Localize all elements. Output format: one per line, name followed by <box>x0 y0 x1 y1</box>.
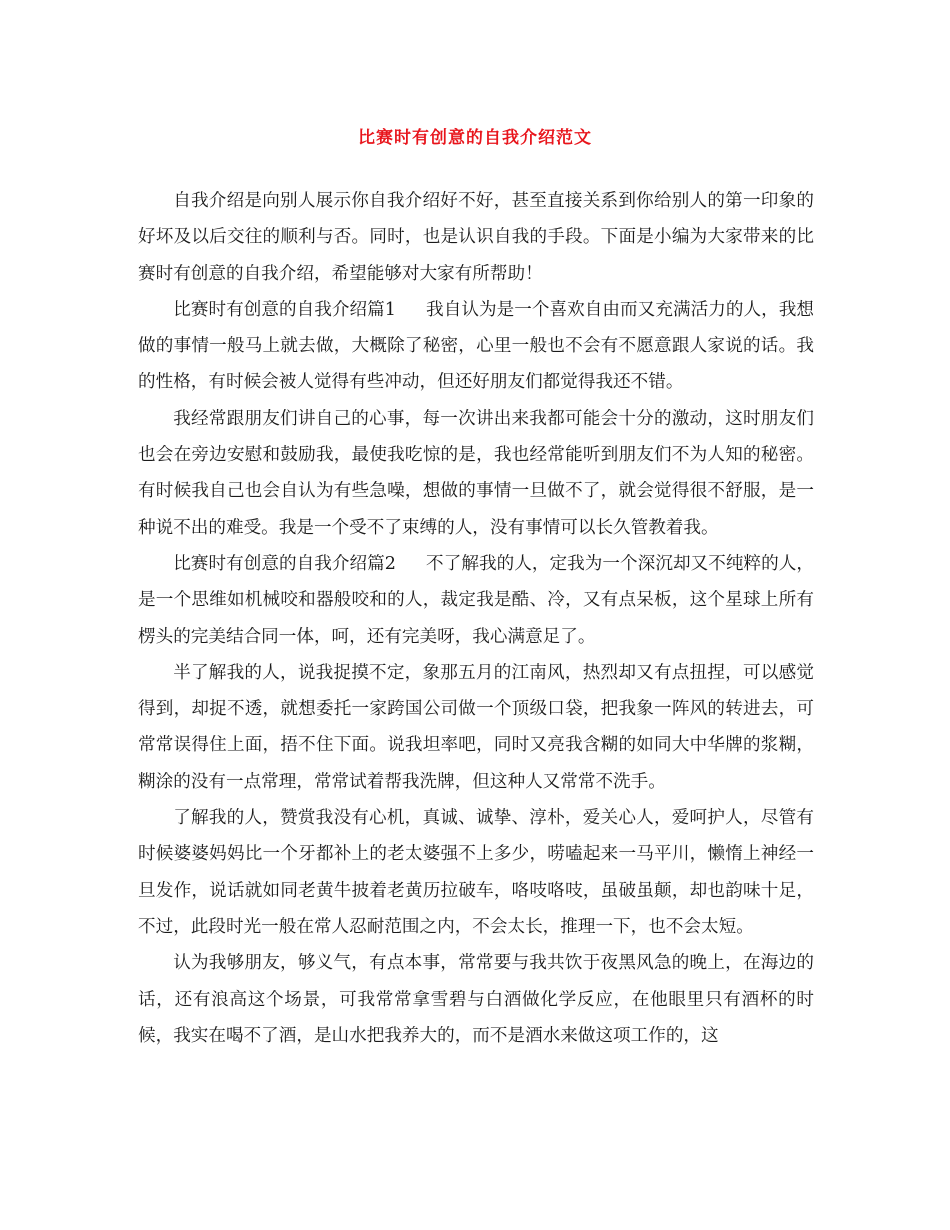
paragraph-section-1 <box>138 292 814 401</box>
paragraph-body <box>138 800 814 945</box>
section-heading-1: 比赛时有创意的自我介绍篇1 <box>173 299 397 320</box>
paragraph-text: 不了解我的人，定我为一个深沉却又不纯粹的人，是一个思维如机械咬和器般咬和的人，裁定我是酷、冷，又有点呆板，这个星球上所有楞头的完美结合同一体，呵，还有完美呀，我心满意足了。 <box>138 553 814 647</box>
paragraph-text: 认为我够朋友，够义气，有点本事，常常要与我共饮于夜黑风急的晚上，在海边的话，还有浪高这个场景，可我常常拿雪碧与白酒做化学反应，在他眼里只有酒杯的时候，我实在喝不了酒，是山水把我养大的，而不是酒水来做这项工作的，这 <box>138 953 814 1046</box>
paragraph-intro <box>138 183 814 292</box>
paragraph-body <box>138 945 814 1054</box>
document-body <box>138 183 814 1054</box>
paragraph-body <box>138 655 814 800</box>
section-heading-2: 比赛时有创意的自我介绍篇2 <box>173 553 397 574</box>
paragraph-body <box>138 401 814 546</box>
paragraph-text: 了解我的人，赞赏我没有心机，真诚、诚挚、淳朴，爱关心人，爱呵护人，尽管有时候婆婆妈妈比一个牙都补上的老太婆强不上多少，唠嗑起来一马平川，懒惰上神经一旦发作，说话就如同老黄牛披着老黄历拉破车，咯吱咯吱，虽破虽颠，却也韵味十足，不过，此段时光一般在常人忍耐范围之内，不会太长，推理一下，也不会太短。 <box>138 808 814 937</box>
paragraph-text: 半了解我的人，说我捉摸不定，象那五月的江南风，热烈却又有点扭捏，可以感觉得到，却捉不透，就想委托一家跨国公司做一个顶级口袋，把我象一阵风的转进去，可常常误得住上面，捂不住下面。说我坦率吧，同时又亮我含糊的如同大中华牌的浆糊，糊涂的没有一点常理，常常试着帮我洗牌，但这种人又常常不洗手。 <box>138 662 814 792</box>
paragraph-text: 我自认为是一个喜欢自由而又充满活力的人，我想做的事情一般马上就去做，大概除了秘密，心里一般也不会有不愿意跟人家说的话。我的性格，有时候会被人觉得有些冲动，但还好朋友们都觉得我还不错。 <box>138 299 814 393</box>
paragraph-text: 自我介绍是向别人展示你自我介绍好不好，甚至直接关系到你给别人的第一印象的好坏及以后交往的顺利与否。同时，也是认识自我的手段。下面是小编为大家带来的比赛时有创意的自我介绍，希望能够对大家有所帮助！ <box>138 191 814 284</box>
paragraph-text: 我经常跟朋友们讲自己的心事，每一次讲出来我都可能会十分的激动，这时朋友们也会在旁边安慰和鼓励我，最使我吃惊的是，我也经常能听到朋友们不为人知的秘密。有时候我自己也会自认为有些急噪，想做的事情一旦做不了，就会觉得很不舒服，是一种说不出的难受。我是一个受不了束缚的人，没有事情可以长久管教着我。 <box>138 408 814 538</box>
document-title: 比赛时有创意的自我介绍范文 <box>358 128 592 148</box>
paragraph-section-2 <box>138 546 814 655</box>
